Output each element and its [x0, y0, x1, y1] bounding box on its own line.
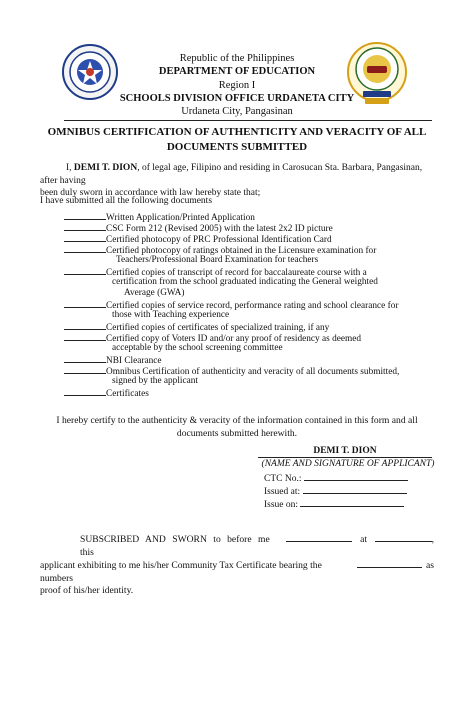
ctc-number-line[interactable] [357, 559, 422, 568]
checkbox-blank[interactable] [64, 211, 106, 220]
checklist-item-continuation: acceptable by the school screening committee [112, 343, 283, 353]
ctc-input-line[interactable] [304, 472, 408, 481]
header-divider [64, 120, 432, 121]
header-region: Region I [218, 80, 256, 91]
checklist-item-continuation: signed by the applicant [112, 376, 198, 386]
checklist-item: Certified copies of service record, performance rating and school clearance for [64, 299, 398, 312]
sworn-statement [40, 533, 434, 598]
sworn-line-1b: at [360, 534, 368, 545]
checklist-item: Certified copies of transcript of record for baccalaureate course with a [64, 266, 367, 279]
issued-at-label: Issued at: [264, 487, 301, 497]
title-line-1: OMNIBUS CERTIFICATION OF AUTHENTICITY AND VERACITY OF ALL [47, 126, 427, 138]
checklist-item-continuation: those with Teaching experience [112, 310, 230, 320]
intro-paragraph [40, 162, 440, 200]
submitted-intro: I have submitted all the following documents [40, 196, 213, 206]
signature-line[interactable] [258, 457, 432, 458]
intro-line-2: been duly sworn in accordance with law hereby state that; [40, 188, 261, 198]
sworn-line-2b: as [426, 560, 434, 571]
header-department: DEPARTMENT OF EDUCATION [158, 66, 316, 77]
checkbox-blank[interactable] [64, 266, 106, 275]
sworn-place-line[interactable] [375, 533, 432, 542]
ctc-label: CTC No.: [264, 474, 302, 484]
checklist-item-continuation: Average (GWA) [124, 288, 185, 298]
sworn-line-1c: , [431, 534, 434, 545]
sworn-date-line[interactable] [286, 533, 352, 542]
issued-on-input-line[interactable] [300, 498, 404, 507]
intro-prefix: I, [66, 163, 74, 173]
title-line-2: DOCUMENTS SUBMITTED [166, 141, 308, 153]
checklist-item: Written Application/Printed Application [64, 211, 255, 224]
checklist-item: Certified copy of Voters ID and/or any proof of residency as deemed [64, 332, 361, 345]
sworn-line-3: proof of his/her identity. [40, 585, 134, 596]
sworn-line-2a: applicant exhibiting to me his/her Community Tax Certificate bearing the numbers [40, 560, 322, 584]
checklist-item: Certified copies of certificates of specialized training, if any [64, 321, 329, 334]
applicant-name: DEMI T. DION [73, 163, 138, 173]
sworn-line-1a: SUBSCRIBED AND SWORN to before me this [80, 534, 270, 558]
issued-at-field [264, 485, 407, 497]
signature-caption: (NAME AND SIGNATURE OF APPLICANT) [261, 459, 435, 469]
document-title [40, 125, 434, 155]
issued-at-input-line[interactable] [303, 485, 407, 494]
checkbox-blank[interactable] [64, 244, 106, 253]
checklist-item: Certified photocopy of PRC Professional Identification Card [64, 233, 332, 246]
checklist-item: Certified photocopy of ratings obtained in the Licensure examination for [64, 244, 376, 257]
checkbox-blank[interactable] [64, 299, 106, 308]
checklist-item-continuation: Teachers/Professional Board Examination for teachers [116, 255, 319, 265]
header-city: Urdaneta City, Pangasinan [181, 106, 293, 117]
checkbox-blank[interactable] [64, 365, 106, 374]
issued-on-label: Issue on: [264, 500, 299, 510]
issued-on-field [264, 498, 404, 510]
header-division: SCHOOLS DIVISION OFFICE URDANETA CITY [119, 93, 355, 104]
checkbox-blank[interactable] [64, 332, 106, 341]
checklist-item: NBI Clearance [64, 354, 162, 367]
checkbox-blank[interactable] [64, 321, 106, 330]
checklist-item: Certificates [64, 387, 149, 400]
certify-line-1: I hereby certify to the authenticity & veracity of the information contained in this form and all [56, 415, 418, 426]
ctc-field [264, 472, 408, 484]
checklist-item: Omnibus Certification of authenticity and veracity of all documents submitted, [64, 365, 399, 378]
certify-line-2: documents submitted herewith. [176, 427, 298, 439]
checkbox-blank[interactable] [64, 233, 106, 242]
checkbox-blank[interactable] [64, 222, 106, 231]
signature-name: DEMI T. DION [313, 446, 377, 456]
checkbox-blank[interactable] [64, 354, 106, 363]
header-republic: Republic of the Philippines [179, 53, 295, 64]
intro-rest: , of legal age, Filipino and residing in Carosucan Sta. Barbara, Pangasinan, after having [40, 163, 423, 186]
checkbox-blank[interactable] [64, 387, 106, 396]
checklist-item-continuation: certification from the school graduated indicating the General weighted [112, 277, 378, 287]
checklist-item: CSC Form 212 (Revised 2005) with the latest 2x2 ID picture [64, 222, 333, 235]
certification-statement [30, 415, 444, 440]
